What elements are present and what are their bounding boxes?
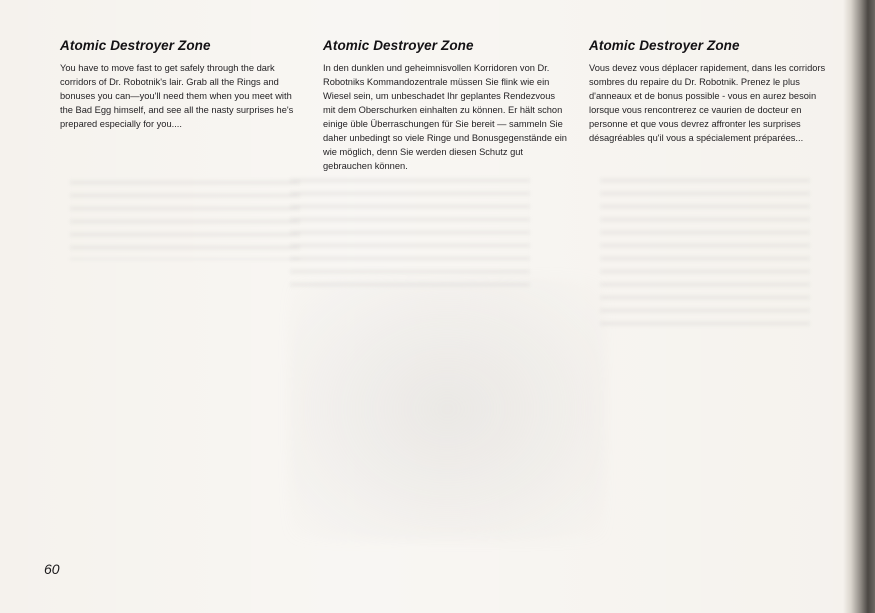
french-paragraph: Vous devez vous déplacer rapidement, dans les corridors sombres du repaire du Dr. Robotnik. Prenez le plus d'anneaux et de bonus possible - vous en aurez besoin lorsque vous rencontrerez ce vaurien de docteur en personne et que vous devrez affronter les surprises désagréables qu'il vous a spécialement préparées... (589, 63, 826, 143)
german-paragraph: In den dunklen und geheimnisvollen Korridoren von Dr. Robotniks Kommandozentrale müssen Sie flink wie ein Wiesel sein, um unbeschadet Ihr geplantes Rendezvous mit dem Oberschurken einhalten zu können. Er hält schon einige üble Überraschungen für Sie bereit — sammeln Sie daher unbedingt so viele Ringe und Bonusgegenstände ein wie möglich, denn Sie werden diesen Schutz gut gebrauchen können. (323, 63, 567, 171)
french-column (589, 38, 839, 145)
german-column (323, 38, 568, 173)
german-heading: Atomic Destroyer Zone (323, 38, 474, 53)
book-binding-edge (843, 0, 875, 613)
bleed-through-text (70, 180, 300, 260)
english-column (60, 38, 305, 131)
english-paragraph: You have to move fast to get safely through the dark corridors of Dr. Robotnik's lair. Grab all the Rings and bonuses you can—you'll need them when you meet with the Bad Egg himself, and see all the nasty surprises he's prepared especially for you.... (60, 63, 294, 129)
bleed-through-text (290, 178, 530, 288)
page-number: 60 (44, 561, 60, 577)
bleed-through-image (290, 278, 605, 540)
french-heading: Atomic Destroyer Zone (589, 38, 740, 53)
english-heading: Atomic Destroyer Zone (60, 38, 211, 53)
bleed-through-text (600, 178, 810, 328)
